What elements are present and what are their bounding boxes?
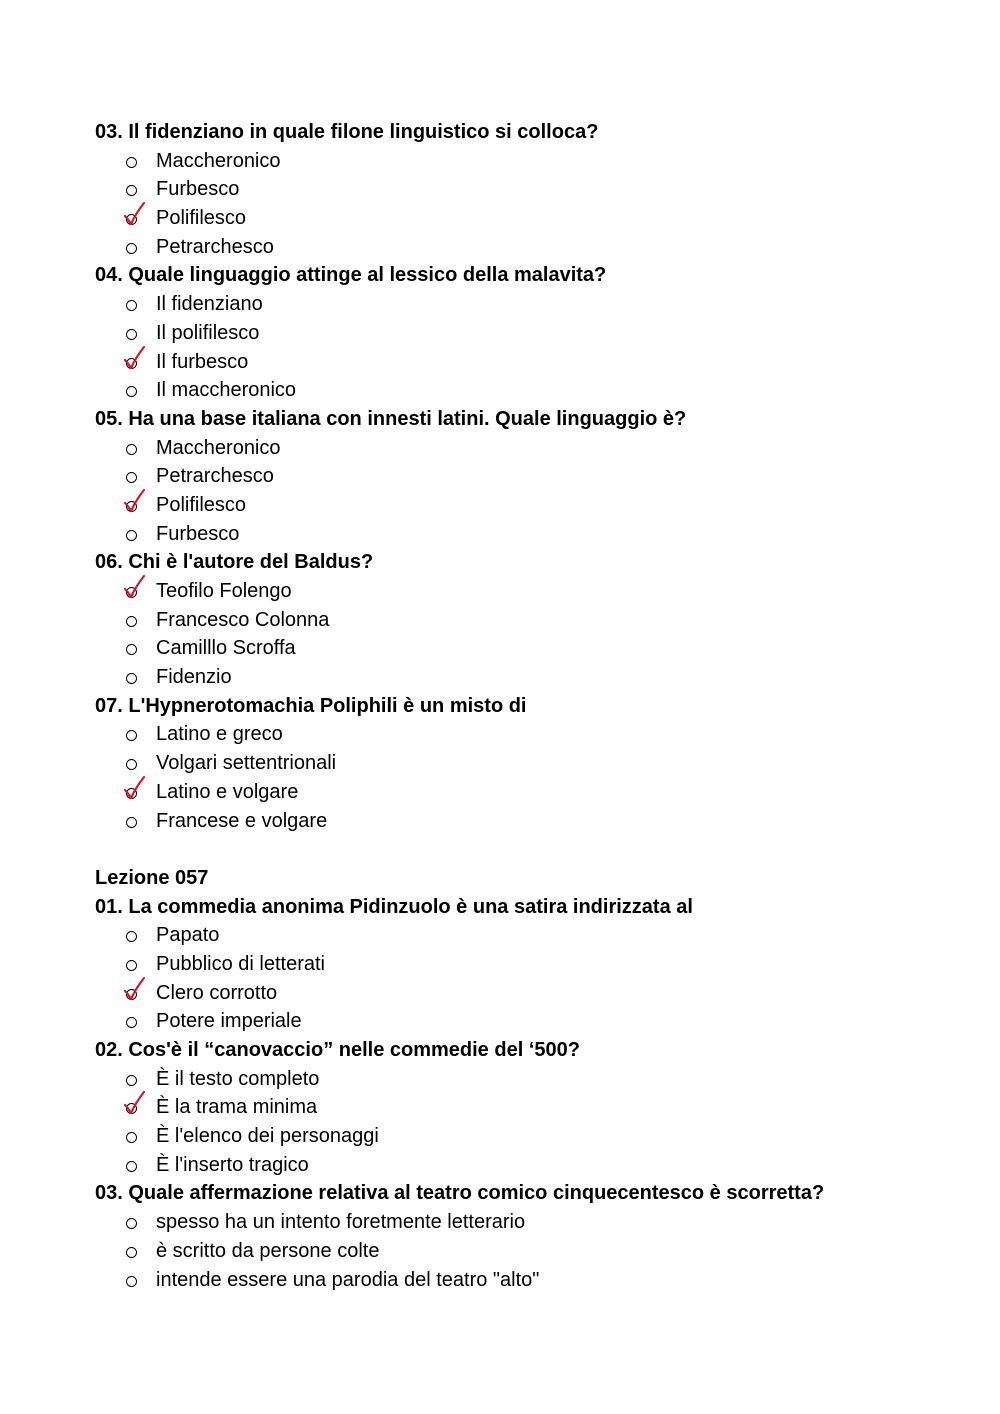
option-marker — [124, 1122, 144, 1151]
question-text: 03. Quale affermazione relativa al teatro comico cinquecentesco è scorretta? — [95, 1182, 825, 1205]
option-marker — [124, 290, 144, 319]
option-label: È l'elenco dei personaggi — [156, 1125, 379, 1148]
circle-bullet-icon — [126, 1132, 137, 1143]
circle-bullet-icon — [126, 1161, 137, 1172]
option-marker — [124, 1093, 144, 1122]
answer-option-correct — [95, 1093, 975, 1122]
option-marker — [124, 1007, 144, 1036]
option-label: Papato — [156, 924, 220, 947]
option-label: Pubblico di letterati — [156, 952, 325, 975]
answer-option — [95, 606, 975, 635]
answer-option — [95, 520, 975, 549]
option-marker — [124, 663, 144, 692]
answer-option-correct — [95, 577, 975, 606]
option-marker — [124, 807, 144, 836]
answer-option — [95, 434, 975, 463]
answer-option — [95, 720, 975, 749]
answer-option-correct — [95, 491, 975, 520]
answer-option — [95, 1122, 975, 1151]
answer-option — [95, 1208, 975, 1237]
circle-bullet-icon — [126, 530, 137, 541]
option-marker — [124, 1151, 144, 1180]
option-label: Polifilesco — [156, 207, 247, 230]
question-text: 01. La commedia anonima Pidinzuolo è una satira indirizzata al — [95, 895, 693, 918]
circle-bullet-icon — [126, 157, 137, 168]
circle-bullet-icon — [126, 730, 137, 741]
question-text: 07. L'Hypnerotomachia Poliphili è un misto di — [95, 694, 527, 717]
answer-option — [95, 1266, 975, 1295]
answer-option — [95, 175, 975, 204]
option-label: Potere imperiale — [156, 1010, 302, 1033]
answer-option — [95, 1065, 975, 1094]
red-checkmark-icon — [124, 200, 148, 230]
answer-option — [95, 376, 975, 405]
option-marker — [124, 233, 144, 262]
option-marker — [124, 1266, 144, 1295]
option-label: È la trama minima — [156, 1096, 318, 1119]
option-label: Furbesco — [156, 178, 240, 201]
option-label: Polifilesco — [156, 493, 247, 516]
answer-option — [95, 749, 975, 778]
answer-option — [95, 147, 975, 176]
circle-bullet-icon — [126, 1075, 137, 1086]
quiz-content — [95, 118, 975, 1294]
circle-bullet-icon — [126, 185, 137, 196]
answer-option — [95, 233, 975, 262]
option-marker — [124, 204, 144, 233]
option-label: Furbesco — [156, 522, 240, 545]
circle-bullet-icon — [126, 817, 137, 828]
option-marker — [124, 520, 144, 549]
question-text: 02. Cos'è il “canovaccio” nelle commedie del ‘500? — [95, 1039, 580, 1061]
circle-bullet-icon — [126, 1247, 137, 1258]
option-label: Il furbesco — [156, 350, 249, 373]
answer-option-correct — [95, 204, 975, 233]
option-marker — [124, 606, 144, 635]
option-marker — [124, 921, 144, 950]
option-label: Francesco Colonna — [156, 608, 330, 631]
circle-bullet-icon — [126, 616, 137, 627]
option-marker — [124, 376, 144, 405]
option-label: Volgari settentrionali — [156, 752, 337, 775]
question-text: 04. Quale linguaggio attinge al lessico della malavita? — [95, 264, 607, 287]
option-label: Il fidenziano — [156, 293, 263, 316]
circle-bullet-icon — [126, 243, 137, 254]
circle-bullet-icon — [126, 386, 137, 397]
circle-bullet-icon — [126, 960, 137, 971]
option-marker — [124, 577, 144, 606]
circle-bullet-icon — [126, 444, 137, 455]
red-checkmark-icon — [124, 344, 148, 374]
option-marker — [124, 778, 144, 807]
option-label: intende essere una parodia del teatro "alto" — [156, 1268, 540, 1291]
answer-option — [95, 663, 975, 692]
answer-option — [95, 807, 975, 836]
red-checkmark-icon — [124, 573, 148, 603]
option-label: Camilllo Scroffa — [156, 637, 296, 660]
option-label: È l'inserto tragico — [156, 1153, 309, 1176]
option-marker — [124, 720, 144, 749]
red-checkmark-icon — [124, 975, 148, 1005]
answer-option-correct — [95, 778, 975, 807]
option-label: Il maccheronico — [156, 379, 297, 402]
option-marker — [124, 979, 144, 1008]
option-label: Petrarchesco — [156, 465, 274, 488]
answer-option — [95, 921, 975, 950]
option-label: Il polifilesco — [156, 321, 260, 344]
answer-option — [95, 1237, 975, 1266]
option-label: Teofilo Folengo — [156, 580, 292, 602]
circle-bullet-icon — [126, 759, 137, 770]
answer-option — [95, 950, 975, 979]
quiz-section — [95, 118, 975, 835]
option-label: Latino e volgare — [156, 780, 299, 803]
option-marker — [124, 147, 144, 176]
option-marker — [124, 491, 144, 520]
answer-option-correct — [95, 348, 975, 377]
red-checkmark-icon — [124, 487, 148, 517]
option-marker — [124, 434, 144, 463]
option-label: Clero corrotto — [156, 981, 278, 1004]
red-checkmark-icon — [124, 1089, 148, 1119]
quiz-section — [95, 835, 975, 1294]
answer-option — [95, 462, 975, 491]
circle-bullet-icon — [126, 644, 137, 655]
circle-bullet-icon — [126, 1017, 137, 1028]
option-label: È il testo completo — [156, 1067, 320, 1090]
question-text: 05. Ha una base italiana con innesti latini. Quale linguaggio è? — [95, 407, 687, 430]
circle-bullet-icon — [126, 1218, 137, 1229]
option-label: Latino e greco — [156, 723, 283, 746]
answer-option — [95, 319, 975, 348]
red-checkmark-icon — [124, 774, 148, 804]
answer-option — [95, 290, 975, 319]
option-label: Fidenzio — [156, 666, 232, 689]
circle-bullet-icon — [126, 472, 137, 483]
circle-bullet-icon — [126, 1276, 137, 1287]
answer-option — [95, 634, 975, 663]
option-label: è scritto da persone colte — [156, 1239, 380, 1262]
option-label: spesso ha un intento foretmente letterario — [156, 1211, 526, 1234]
circle-bullet-icon — [126, 673, 137, 684]
option-label: Maccheronico — [156, 149, 281, 172]
circle-bullet-icon — [126, 329, 137, 340]
section-heading: Lezione 057 — [95, 866, 209, 889]
question-text: 03. Il fidenziano in quale filone linguistico si colloca? — [95, 121, 599, 143]
answer-option — [95, 1151, 975, 1180]
question-text: 06. Chi è l'autore del Baldus? — [95, 551, 374, 574]
option-label: Francese e volgare — [156, 809, 328, 832]
option-marker — [124, 348, 144, 377]
option-label: Petrarchesco — [156, 235, 274, 258]
answer-option — [95, 1007, 975, 1036]
option-marker — [124, 634, 144, 663]
option-marker — [124, 1208, 144, 1237]
option-marker — [124, 1237, 144, 1266]
circle-bullet-icon — [126, 931, 137, 942]
answer-option-correct — [95, 979, 975, 1008]
option-label: Maccheronico — [156, 436, 281, 459]
circle-bullet-icon — [126, 300, 137, 311]
section-spacer — [95, 835, 975, 864]
